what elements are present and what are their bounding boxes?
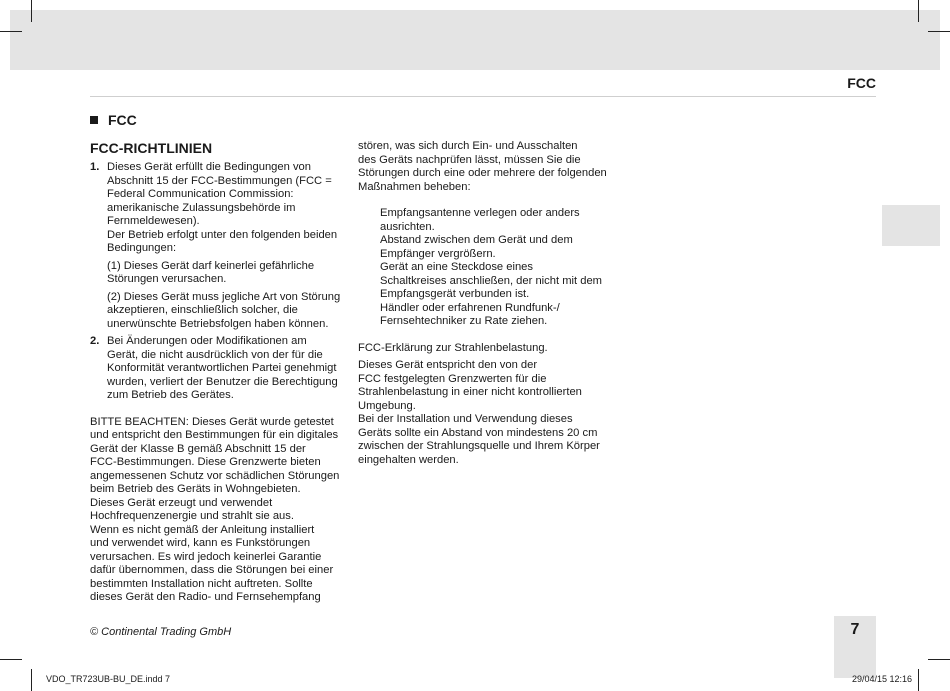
text-line: Störungen verursachen.: [107, 273, 227, 285]
text-line: FCC-Bestimmungen. Diese Grenzwerte bieten: [90, 456, 321, 468]
text-line: bestimmten Installation nicht auftreten. Sollte: [90, 577, 313, 590]
text-line: und verwendet wird, kann es Funkstörungen: [90, 537, 311, 549]
text-line: Maßnahmen beheben:: [358, 180, 471, 193]
text-line: und entspricht den Bestimmungen für ein digitales: [90, 429, 339, 441]
text-line: Dieses Gerät erfüllt die Bedingungen von: [107, 161, 311, 173]
text-line: Fernsehtechniker zu Rate ziehen.: [380, 315, 548, 327]
text-line: unerwünschte Betriebsfolgen haben können.: [107, 317, 329, 330]
list-item-text: [107, 161, 346, 331]
left-column: [90, 139, 346, 605]
list-number: 2.: [90, 335, 100, 347]
text-line: akzeptieren, einschließlich solcher, die: [107, 304, 298, 316]
text-line: Fernmeldewesen).: [107, 215, 200, 227]
radiation-title: FCC-Erklärung zur Strahlenbelastung.: [358, 341, 548, 354]
crop-mark: [0, 31, 22, 32]
text-line: Abschnitt 15 der FCC-Bestimmungen (FCC =: [107, 174, 332, 187]
text-line: Schaltkreises anschließen, der nicht mit dem: [380, 274, 602, 287]
crop-mark: [928, 659, 950, 660]
text-line: Bei der Installation und Verwendung dieses: [358, 413, 573, 425]
text-line: Strahlenbelastung in einer nicht kontrollierten: [358, 386, 582, 398]
crop-mark: [918, 669, 919, 691]
list-item-2: [90, 335, 346, 403]
header-divider: [90, 96, 876, 97]
square-bullet-icon: [90, 116, 98, 124]
text-line: Konformität verantwortlichen Partei genehmigt: [107, 362, 337, 374]
text-line: Der Betrieb erfolgt unter den folgenden beiden: [107, 228, 338, 241]
text-line: dieses Gerät den Radio- und Fernsehempfang: [90, 591, 321, 603]
text-line: zwischen der Strahlungsquelle und Ihrem Körper: [358, 440, 600, 452]
text-line: BITTE BEACHTEN: Dieses Gerät wurde getestet: [90, 415, 334, 428]
subheading: FCC-RICHTLINIEN: [90, 140, 213, 156]
list-item-1: [90, 161, 346, 331]
radiation-paragraph: [358, 359, 620, 467]
header-band: [10, 10, 940, 70]
text-line: Gerät an eine Steckdose eines: [380, 261, 533, 273]
right-column: [358, 140, 620, 467]
copyright: © Continental Trading GmbH: [90, 626, 232, 638]
note-paragraph: [90, 416, 346, 605]
text-line: stören, was sich durch Ein- und Ausschalten: [358, 140, 578, 152]
text-line: (2) Dieses Gerät muss jegliche Art von Störung: [107, 290, 341, 303]
text-line: Geräts sollte ein Abstand von mindestens 20 cm: [358, 426, 598, 439]
text-line: Händler oder erfahrenen Rundfunk-/: [380, 301, 560, 314]
text-line: Federal Communication Commission:: [107, 188, 294, 200]
section-title-text: FCC: [108, 112, 137, 128]
text-line: Empfänger vergrößern.: [380, 247, 496, 260]
text-line: ausrichten.: [380, 220, 435, 233]
crop-mark: [31, 0, 32, 22]
text-line: dafür übernommen, dass die Störungen bei einer: [90, 564, 334, 576]
text-line: Wenn es nicht gemäß der Anleitung installiert: [90, 523, 315, 536]
text-line: beim Betrieb des Geräts in Wohngebieten.: [90, 483, 301, 495]
section-title: [90, 112, 137, 128]
text-line: Bei Änderungen oder Modifikationen am: [107, 335, 307, 347]
list-number: 1.: [90, 161, 100, 173]
crop-mark: [0, 659, 22, 660]
chapter-tab: [882, 205, 940, 246]
text-line: amerikanische Zulassungsbehörde im: [107, 201, 296, 214]
text-line: Dieses Gerät erzeugt und verwendet: [90, 496, 273, 509]
text-line: FCC festgelegten Grenzwerten für die: [358, 372, 547, 385]
continuation-paragraph: [358, 140, 620, 194]
text-line: Bedingungen:: [107, 242, 177, 254]
text-line: verursachen. Es wird jedoch keinerlei Garantie: [90, 550, 322, 563]
text-line: wurden, verliert der Benutzer die Berechtigung: [107, 375, 338, 388]
text-line: Gerät der Klasse B gemäß Abschnitt 15 der: [90, 442, 306, 455]
text-line: zum Betrieb des Gerätes.: [107, 389, 234, 401]
page-number: 7: [850, 621, 860, 638]
text-line: Umgebung.: [358, 399, 416, 412]
crop-mark: [928, 31, 950, 32]
text-line: (1) Dieses Gerät darf keinerlei gefährliche: [107, 259, 315, 272]
text-line: Gerät, die nicht ausdrücklich von der für die: [107, 348, 323, 361]
text-line: eingehalten werden.: [358, 453, 459, 466]
text-line: Abstand zwischen dem Gerät und dem: [380, 234, 573, 246]
text-line: Hochfrequenzenergie und strahlt sie aus.: [90, 510, 294, 522]
crop-mark: [31, 669, 32, 691]
text-line: des Geräts nachprüfen lässt, müssen Sie die: [358, 153, 581, 166]
crop-mark: [918, 0, 919, 22]
text-line: angemessenen Schutz vor schädlichen Störungen: [90, 469, 340, 482]
print-slug-file: VDO_TR723UB-BU_DE.indd 7: [46, 674, 171, 684]
text-line: Empfangsgerät verbunden ist.: [380, 288, 530, 300]
list-item-text: [107, 335, 346, 403]
measures-list: [358, 207, 620, 329]
text-line: Dieses Gerät entspricht den von der: [358, 359, 538, 371]
page-header-title: FCC: [847, 75, 876, 91]
text-line: Störungen durch eine oder mehrere der folgenden: [358, 167, 607, 179]
print-slug-date: 29/04/15 12:16: [851, 674, 912, 684]
text-line: Empfangsantenne verlegen oder anders: [380, 207, 580, 219]
